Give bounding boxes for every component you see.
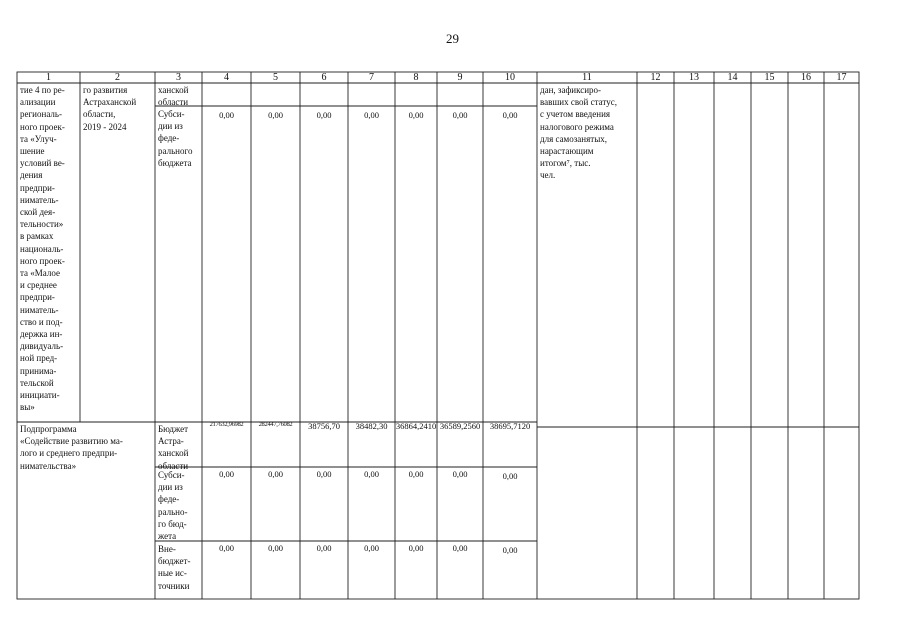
table-cell-value: 0,00 bbox=[452, 469, 468, 479]
column-header: 6 bbox=[321, 72, 327, 83]
table-cell-value: 0,00 bbox=[364, 110, 379, 120]
funding-source-label: Субси- дии из феде- рального бюджета bbox=[158, 109, 193, 168]
funding-source-label: Вне- бюджет- ные ис- точники bbox=[158, 544, 191, 591]
subprogram-title: Подпрограмма «Содействие развитию ма- лого и среднего предпри- нимательства» bbox=[20, 424, 123, 471]
column-header: 11 bbox=[582, 72, 592, 83]
table-cell-value: 0,00 bbox=[219, 469, 234, 479]
column-header: 12 bbox=[650, 72, 661, 83]
table-cell-value: 0,00 bbox=[408, 469, 424, 479]
table-cell-value: 0,00 bbox=[364, 469, 379, 479]
table-cell-value: 0,00 bbox=[316, 110, 332, 120]
table-cell-value: 0,00 bbox=[268, 469, 283, 479]
column-header: 9 bbox=[457, 72, 463, 83]
column-header: 17 bbox=[836, 72, 847, 83]
table-cell-value: 0,00 bbox=[502, 545, 518, 555]
funding-source-label: Бюджет Астра- ханской области bbox=[158, 424, 189, 471]
column-header: 2 bbox=[115, 72, 120, 83]
table-cell-value: 282447,76082 bbox=[258, 421, 293, 428]
table-cell-value: 0,00 bbox=[364, 543, 379, 553]
table-cell-value: 38482,30 bbox=[355, 421, 388, 431]
table-cell-value: 0,00 bbox=[316, 469, 332, 479]
table-cell-value: 0,00 bbox=[268, 543, 283, 553]
column-header: 13 bbox=[689, 72, 699, 83]
table-cell-value: 0,00 bbox=[452, 110, 468, 120]
table-cell-value: 36589,2560 bbox=[439, 421, 481, 431]
table-cell-value: 0,00 bbox=[452, 543, 468, 553]
table-cell-value: 217632,96982 bbox=[209, 421, 244, 428]
funding-source-label: Субси- дии из феде- рально- го бюд- жета bbox=[158, 470, 188, 542]
table-cell-value: 0,00 bbox=[219, 110, 234, 120]
table-cell-value: 38756,70 bbox=[308, 421, 340, 431]
table-cell-value: 0,00 bbox=[502, 110, 518, 120]
indicator-description: дан, зафиксиро- вавших свой статус, с учетом введения налогового режима для самозанятых, нарастающим итогом⁷, тыс. чел. bbox=[540, 85, 617, 181]
column-header: 5 bbox=[273, 72, 278, 83]
column-header: 8 bbox=[413, 72, 419, 83]
table-cell-value: 0,00 bbox=[316, 543, 332, 553]
table-cell-value: 0,00 bbox=[219, 543, 234, 553]
table-cell-value: 36864,2410 bbox=[395, 421, 437, 431]
column-header: 14 bbox=[727, 72, 738, 83]
column-header: 15 bbox=[764, 72, 775, 83]
table-cell-value: 0,00 bbox=[502, 471, 518, 481]
column-header: 1 bbox=[46, 72, 51, 83]
table-cell-value: 0,00 bbox=[268, 110, 283, 120]
event-description: тие 4 по ре- ализации региональ- ного проек- та «Улуч- шение условий ве- дения предпри- ниматель- ской дея- тельности» в рамках националь- ного проек- та «Малое и среднее предпри- ниматель- ство и под- держка ин- дивидуаль- ной пред- принима- тельской инициати- вы» bbox=[20, 85, 65, 413]
column-header: 4 bbox=[224, 72, 229, 83]
program-name-cell: го развития Астраханской области, 2019 - 2024 bbox=[83, 85, 137, 132]
table-cell-value: 0,00 bbox=[408, 110, 424, 120]
page-number: 29 bbox=[446, 31, 459, 46]
funding-source-label: ханской области bbox=[158, 85, 189, 108]
column-header: 16 bbox=[801, 72, 811, 83]
table-cell-value: 38695,7120 bbox=[489, 421, 531, 431]
column-header: 7 bbox=[369, 72, 374, 83]
column-header: 3 bbox=[176, 72, 181, 83]
column-header: 10 bbox=[505, 72, 515, 83]
table-cell-value: 0,00 bbox=[408, 543, 424, 553]
